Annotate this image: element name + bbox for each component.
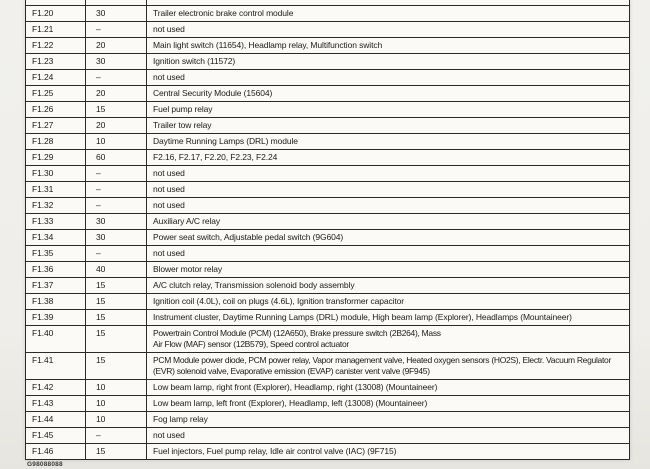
amperage-cell: 15: [86, 353, 147, 379]
description-cell: Main light switch (11654), Headlamp relay, Multifunction switch: [153, 40, 383, 50]
amperage-cell: [86, 0, 147, 5]
description-cell: A/C clutch relay, Transmission solenoid body assembly: [153, 280, 355, 290]
fuse-id-cell: F1.21: [26, 22, 86, 37]
fuse-id-cell: F1.31: [26, 182, 86, 197]
description-cell: not used: [153, 184, 185, 194]
fuse-id-cell: F1.32: [26, 198, 86, 213]
table-row: [26, 380, 629, 396]
table-row: [26, 310, 629, 326]
amperage-cell: –: [86, 166, 147, 181]
fuse-id-cell: F1.23: [26, 54, 86, 69]
amperage-cell: 10: [86, 412, 147, 427]
fuse-id-cell: F1.36: [26, 262, 86, 277]
fuse-id-cell: F1.28: [26, 134, 86, 149]
table-row: [26, 38, 629, 54]
table-row: [26, 412, 629, 428]
amperage-cell: 10: [86, 380, 147, 395]
amperage-cell: 30: [86, 54, 147, 69]
description-cell: not used: [153, 24, 185, 34]
fuse-id-cell: F1.38: [26, 294, 86, 309]
description-cell: Power seat switch, Adjustable pedal switch (9G604): [153, 232, 344, 242]
amperage-cell: 20: [86, 86, 147, 101]
description-cell: Daytime Running Lamps (DRL) module: [153, 136, 298, 146]
amperage-cell: 20: [86, 118, 147, 133]
fuse-id-cell: F1.34: [26, 230, 86, 245]
fuse-id-cell: F1.24: [26, 70, 86, 85]
amperage-cell: –: [86, 182, 147, 197]
fuse-id-cell: F1.25: [26, 86, 86, 101]
fuse-id-cell: F1.30: [26, 166, 86, 181]
fuse-id-cell: F1.43: [26, 396, 86, 411]
description-cell: not used: [153, 200, 185, 210]
amperage-cell: –: [86, 198, 147, 213]
doc-code: G98088088: [27, 461, 63, 468]
description-cell: not used: [153, 168, 185, 178]
amperage-cell: 15: [86, 310, 147, 325]
description-cell: Low beam lamp, left front (Explorer), Headlamp, left (13008) (Mountaineer): [153, 398, 428, 408]
amperage-cell: 30: [86, 230, 147, 245]
table-row: [26, 150, 629, 166]
description-cell: Fog lamp relay: [153, 414, 208, 424]
amperage-cell: –: [86, 70, 147, 85]
table-row: [26, 86, 629, 102]
fuse-id-cell: F1.29: [26, 150, 86, 165]
description-cell: not used: [153, 248, 185, 258]
description-cell: Auxiliary A/C relay: [153, 216, 221, 226]
table-row: [26, 54, 629, 70]
description-cell: Ignition coil (4.0L), coil on plugs (4.6L), Ignition transformer capacitor: [153, 296, 405, 306]
description-cell: Trailer tow relay: [153, 120, 212, 130]
amperage-cell: 15: [86, 326, 147, 352]
fuse-id-cell: F1.45: [26, 428, 86, 443]
fuse-id-cell: F1.46: [26, 444, 86, 459]
amperage-cell: 15: [86, 444, 147, 459]
description-cell: not used: [153, 430, 185, 440]
table-row: [26, 134, 629, 150]
description-cell: Fuel pump relay: [153, 104, 213, 114]
table-row: [26, 246, 629, 262]
table-row: [26, 230, 629, 246]
description-cell: Central Security Module (15604): [153, 88, 273, 98]
table-row: [26, 444, 629, 460]
amperage-cell: –: [86, 246, 147, 261]
description-cell: Powertrain Control Module (PCM) (12A650), Brake pressure switch (2B264), Mass Air Flow (MAF) sensor (12B579), Speed control actuator: [153, 328, 441, 349]
amperage-cell: 40: [86, 262, 147, 277]
description-cell: Instrument cluster, Daytime Running Lamps (DRL) module, High beam lamp (Explorer), Headlamps (Mountaineer): [153, 312, 572, 322]
table-row: [26, 6, 629, 22]
fuse-id-cell: F1.27: [26, 118, 86, 133]
description-cell: Trailer electronic brake control module: [153, 8, 294, 18]
description-cell: F2.16, F2.17, F2.20, F2.23, F2.24: [153, 152, 278, 162]
table-row: [26, 326, 629, 353]
amperage-cell: 30: [86, 214, 147, 229]
amperage-cell: 10: [86, 396, 147, 411]
amperage-cell: –: [86, 22, 147, 37]
fuse-table-rows: [26, 6, 629, 460]
table-row: [26, 70, 629, 86]
description-cell: not used: [153, 72, 185, 82]
description-cell: PCM Module power diode, PCM power relay, Vapor management valve, Heated oxygen sensors (HO2S), Electr. Vacuum Regulator (EVR) solenoid valve, Evaporative emission (EVAP) canister vent valve (9F945): [153, 355, 612, 376]
description-cell: Blower motor relay: [153, 264, 223, 274]
amperage-cell: 60: [86, 150, 147, 165]
amperage-cell: 15: [86, 294, 147, 309]
fuse-table: [25, 0, 630, 460]
table-row: [26, 182, 629, 198]
description-cell: Fuel injectors, Fuel pump relay, Idle air control valve (IAC) (9F715): [153, 446, 397, 456]
fuse-id-cell: F1.26: [26, 102, 86, 117]
fuse-id-cell: F1.44: [26, 412, 86, 427]
table-row: [26, 214, 629, 230]
fuse-id-cell: F1.33: [26, 214, 86, 229]
description-cell: Low beam lamp, right front (Explorer), Headlamp, right (13008) (Mountaineer): [153, 382, 438, 392]
table-row: [26, 278, 629, 294]
table-row: [26, 166, 629, 182]
fuse-id-cell: F1.20: [26, 6, 86, 21]
fuse-id-cell: F1.37: [26, 278, 86, 293]
amperage-cell: 30: [86, 6, 147, 21]
fuse-id-cell: [26, 0, 86, 5]
table-row: [26, 353, 629, 380]
table-row: [26, 262, 629, 278]
fuse-id-cell: F1.22: [26, 38, 86, 53]
table-row: [26, 22, 629, 38]
table-row: [26, 294, 629, 310]
amperage-cell: 15: [86, 278, 147, 293]
amperage-cell: 20: [86, 38, 147, 53]
fuse-id-cell: F1.40: [26, 326, 86, 352]
fuse-id-cell: F1.41: [26, 353, 86, 379]
fuse-id-cell: F1.39: [26, 310, 86, 325]
table-row: [26, 102, 629, 118]
table-row: [26, 428, 629, 444]
amperage-cell: 10: [86, 134, 147, 149]
fuse-id-cell: F1.42: [26, 380, 86, 395]
amperage-cell: –: [86, 428, 147, 443]
description-cell: Ignition switch (11572): [153, 56, 236, 66]
description-cell: [147, 0, 629, 5]
table-row: [26, 396, 629, 412]
fuse-id-cell: F1.35: [26, 246, 86, 261]
table-row: [26, 118, 629, 134]
table-row: [26, 198, 629, 214]
amperage-cell: 15: [86, 102, 147, 117]
